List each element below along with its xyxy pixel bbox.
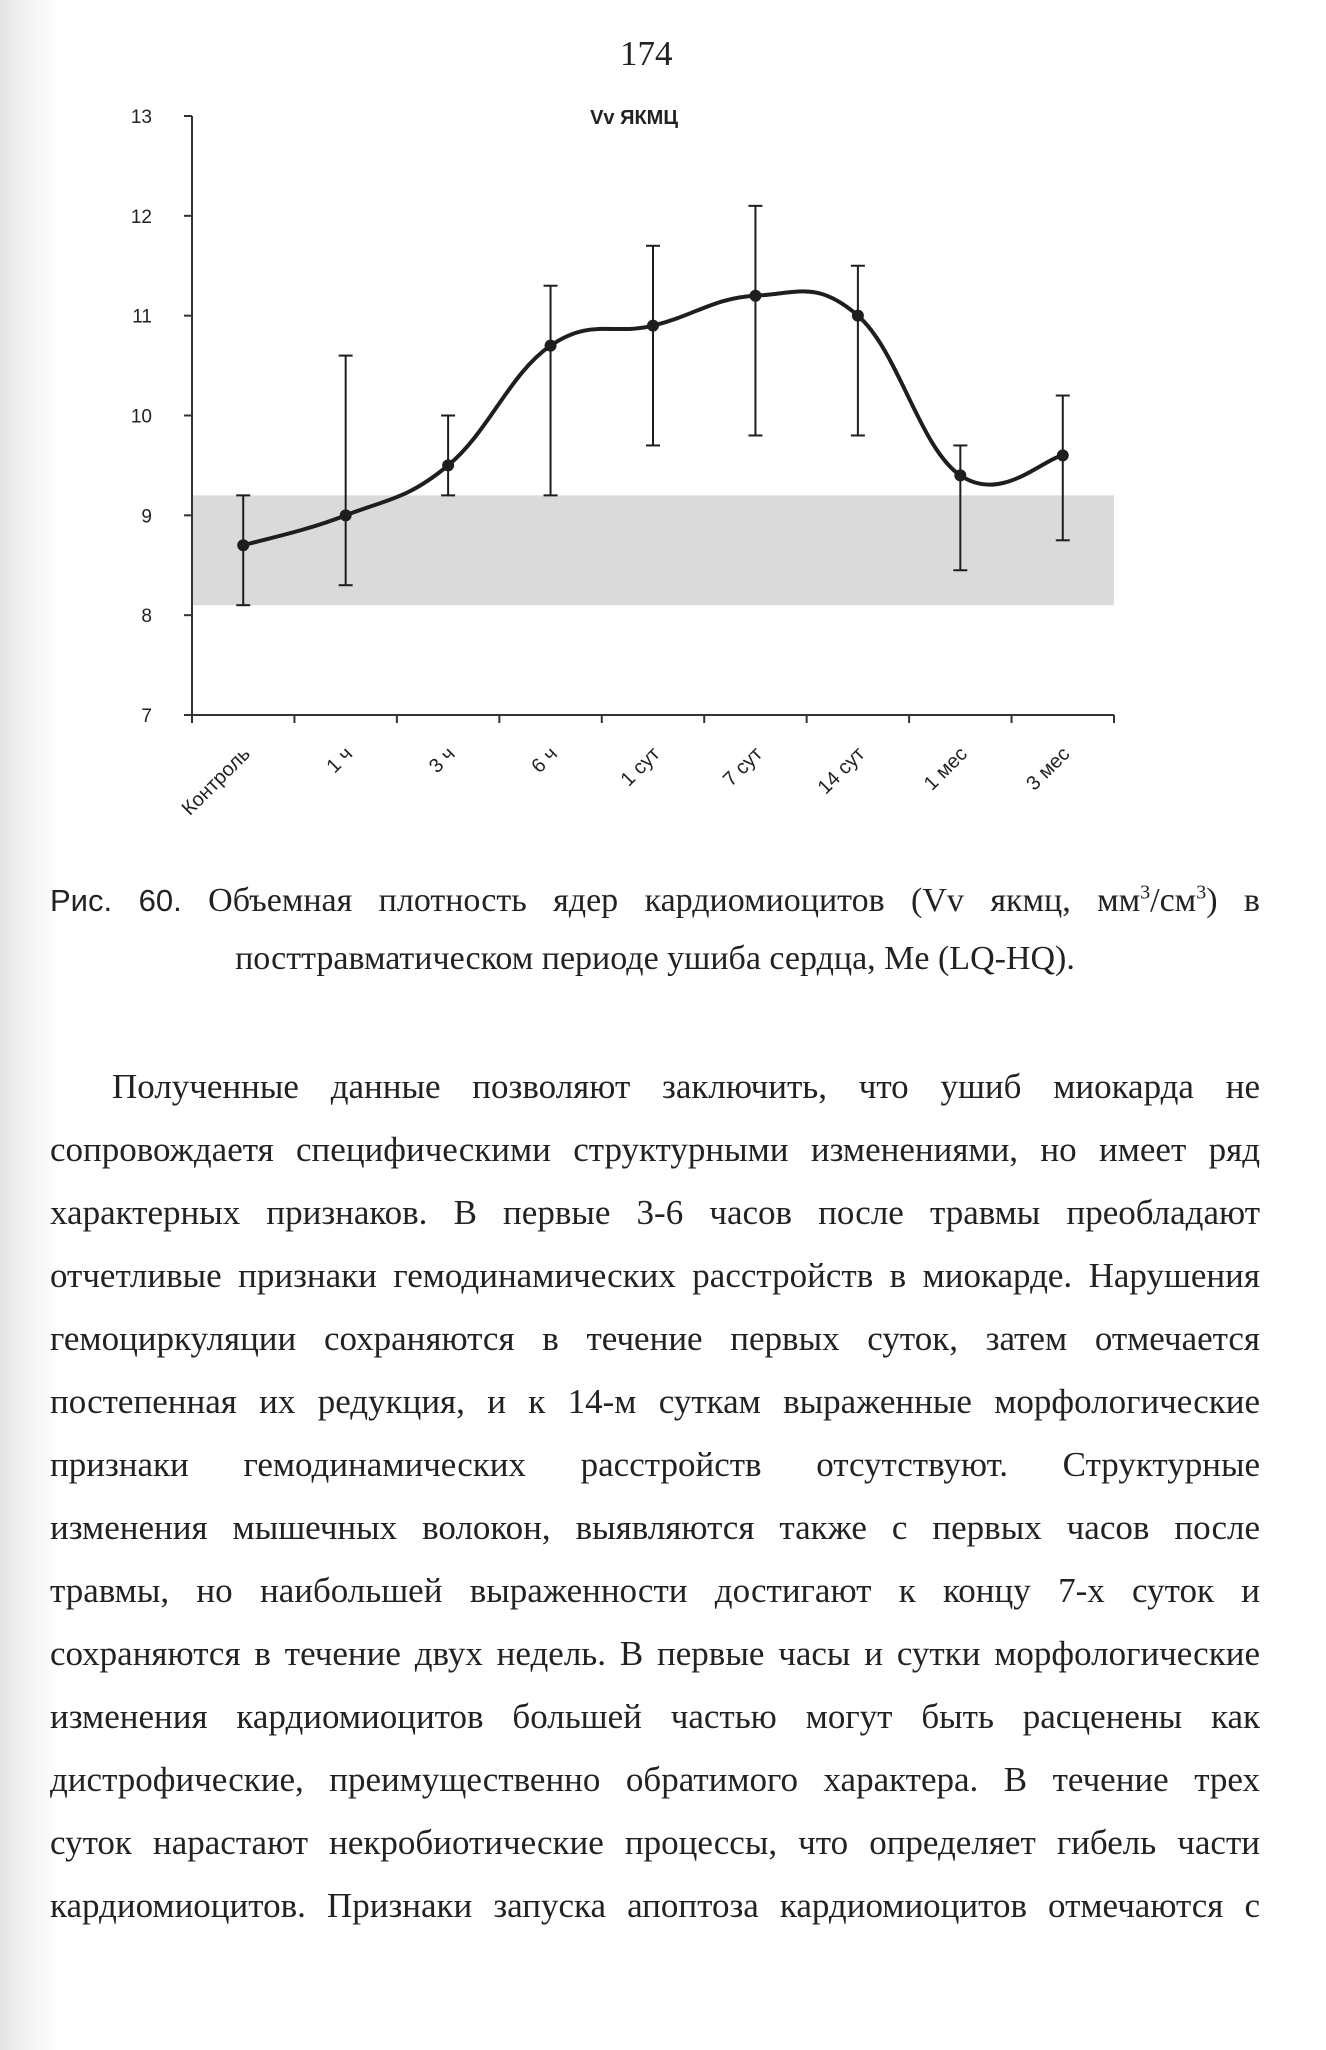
- y-tick-label: 7: [141, 706, 152, 727]
- x-tick-label: 14 сут: [813, 742, 870, 799]
- body-line: отчетливые признаки гемодинамических расстройств в миокарде. Нарушения: [50, 1256, 1260, 1295]
- body-line: травмы, но наибольшей выраженности достигают к концу 7-х суток и: [50, 1571, 1260, 1610]
- caption-line-2: посттравматическом периоде ушиба сердца, Me (LQ-HQ).: [235, 940, 1075, 977]
- caption-line-1: [50, 872, 1260, 930]
- body-line: суток нарастают некробиотические процессы, что определяет гибель части: [50, 1823, 1260, 1862]
- body-line: сохраняются в течение двух недель. В первые часы и сутки морфологические: [50, 1634, 1260, 1673]
- chart-title: Vv ЯКМЦ: [590, 107, 678, 129]
- body-paragraph: [50, 1055, 1260, 1937]
- data-point: [1057, 449, 1069, 461]
- vv-chart: [0, 0, 1326, 880]
- y-tick-label: 12: [130, 206, 152, 228]
- body-line: постепенная их редукция, и к 14-м суткам выраженные морфологические: [50, 1382, 1260, 1421]
- y-tick-label: 10: [130, 406, 152, 428]
- data-point: [340, 509, 352, 521]
- x-tick-label: Контроль: [177, 742, 255, 820]
- caption-unit: /см: [1150, 882, 1197, 919]
- body-line: Полученные данные позволяют заключить, что ушиб миокарда не: [112, 1067, 1260, 1106]
- x-tick-label: 1 сут: [616, 742, 665, 791]
- caption-text: Объемная плотность ядер кардиомиоцитов (Vv якмц, мм: [181, 882, 1141, 919]
- figure-label: Рис. 60.: [50, 883, 182, 918]
- data-point: [545, 340, 557, 352]
- data-point: [749, 290, 761, 302]
- data-point: [647, 320, 659, 332]
- x-tick-label: 6 ч: [527, 742, 563, 778]
- body-line: дистрофические, преимущественно обратимого характера. В течение трех: [50, 1760, 1260, 1799]
- caption-sup-1: 3: [1140, 881, 1151, 904]
- page-number: 174: [620, 34, 673, 73]
- y-tick-label: 8: [141, 606, 152, 628]
- body-line: признаки гемодинамических расстройств отсутствуют. Структурные: [50, 1445, 1260, 1484]
- body-line: кардиомиоцитов. Признаки запуска апоптоза кардиомиоцитов отмечаются с: [50, 1886, 1260, 1925]
- caption-sup-2: 3: [1196, 881, 1207, 904]
- data-point: [852, 310, 864, 322]
- caption-end: ) в: [1206, 882, 1260, 919]
- x-tick-label: 1 мес: [919, 742, 972, 795]
- data-point: [442, 459, 454, 471]
- y-axis-ticks: [131, 107, 192, 727]
- y-tick-label: 13: [130, 107, 152, 128]
- x-axis-ticks: [178, 715, 1114, 820]
- x-tick-label: 1 ч: [322, 742, 358, 778]
- x-tick-label: 3 ч: [424, 742, 460, 778]
- body-line: изменения мышечных волокон, выявляются также с первых часов после: [50, 1508, 1260, 1547]
- reference-band: [192, 495, 1114, 605]
- body-line: сопровождаетя специфическими структурными изменениями, но имеет ряд: [50, 1130, 1260, 1169]
- y-tick-label: 11: [132, 306, 152, 328]
- x-tick-label: 3 мес: [1022, 742, 1075, 795]
- body-line: гемоциркуляции сохраняются в течение первых суток, затем отмечается: [50, 1319, 1260, 1358]
- data-point: [954, 469, 966, 481]
- body-line: характерных признаков. В первые 3-6 часов после травмы преобладают: [50, 1193, 1260, 1232]
- x-tick-label: 7 сут: [719, 742, 767, 791]
- figure-caption: [50, 872, 1260, 988]
- data-point: [237, 539, 249, 551]
- body-line: изменения кардиомиоцитов большей частью могут быть расценены как: [50, 1697, 1260, 1736]
- y-tick-label: 9: [141, 506, 152, 528]
